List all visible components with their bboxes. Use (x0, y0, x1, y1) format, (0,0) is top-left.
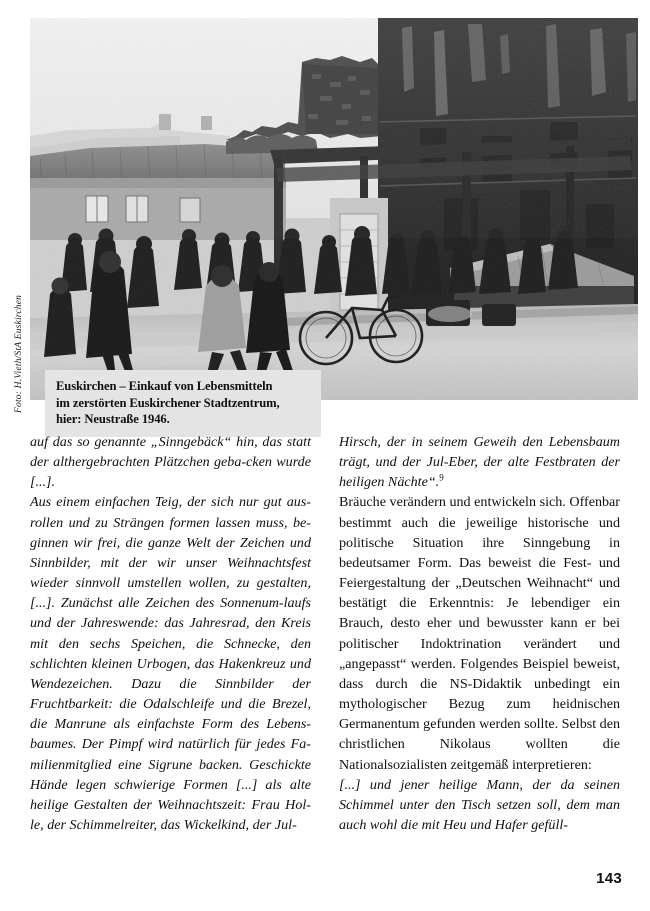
caption-line-2: im zerstörten Euskirchener Stadtzentrum, (56, 395, 280, 410)
body-text (30, 432, 620, 835)
text-column-right (339, 432, 620, 835)
paragraph: Bräuche verändern und entwickeln sich. Offenbar bestimmt auch die jeweilige historische und politische Situation ihre Sinngebung in bedeutsamer Form. Das beweist die Fest- und Feiergestaltung der „Deutschen Weihnacht“ und bestätigt die Erkenntnis: Je lebendiger ein Brauch, desto eher und bewusster kann er bei politischer Indoktrination verändert und „angepasst“ werden. Folgendes Beispiel beweist, dass durch die NS-Didaktik unbedingt ein mythologischer Bezug zum heidnischen Germanentum gefunden werden sollte. Selbst den christlichen Nikolaus wollten die Nationalsozialisten zeitgemäß interpretieren: (339, 494, 621, 773)
caption-line-1: Euskirchen – Einkauf von Lebensmitteln (56, 379, 273, 393)
figure-photograph (30, 18, 638, 400)
paragraph (339, 432, 620, 492)
figure-caption (45, 370, 321, 437)
photo-image (30, 18, 638, 400)
paragraph: [...] und jener heilige Mann, der da seinen Schimmel unter den Tisch setzen soll, dem man auch wohl die mit Heu und Hafer gefüll- (339, 776, 620, 833)
paragraph: Aus einem einfachen Teig, der sich nur gut aus-rollen und zu Strängen formen lassen muss, be-ginnen wir frei, die ganze Welt der Zeichen und Sinnbilder, mit der wir unser Weihnachtsfest wieder sinnvoll umstellen wollen, zu gestalten, [...]. Zunächst alle Zeichen des Sonnenum-laufs und der Jahreswende: das Jahresrad, den Kreis mit den sechs Speichen, die Schnecke, den schlichten kleinen Urbogen, das Hakenkreuz und Wendezeichen. Dazu die Sinnbilder der Fruchtbarkeit: die Odalschleife und die Brezel, die Manrune als einfachste Form des Lebens-baumes. Der Pimpf wird natürlich für jedes Fa-milienmitglied eine Sigrune backen. Geschickte Hände legen schwierige Formen [...] als alte heilige Gestalten der Weihnachtszeit: Frau Hol-le, der Schimmelreiter, das Wickelkind, der Jul- (30, 494, 311, 833)
paragraph-text: Hirsch, der in seinem Geweih den Lebensbaum trägt, und der Jul-Eber, der alte Festbraten der heiligen Nächte“. (339, 434, 620, 491)
photo-credit: Foto: H.Vieth/StA Euskirchen (14, 294, 24, 413)
photo-scene (30, 18, 638, 400)
footnote-marker: 9 (439, 472, 444, 483)
text-column-left (30, 432, 311, 835)
page-number: 143 (596, 870, 622, 887)
paragraph: auf das so genannte „Sinngebäck“ hin, das statt der althergebrachten Plätzchen geba-cken wurde [...]. (30, 434, 311, 491)
caption-line-3: hier: Neustraße 1946. (56, 412, 170, 426)
